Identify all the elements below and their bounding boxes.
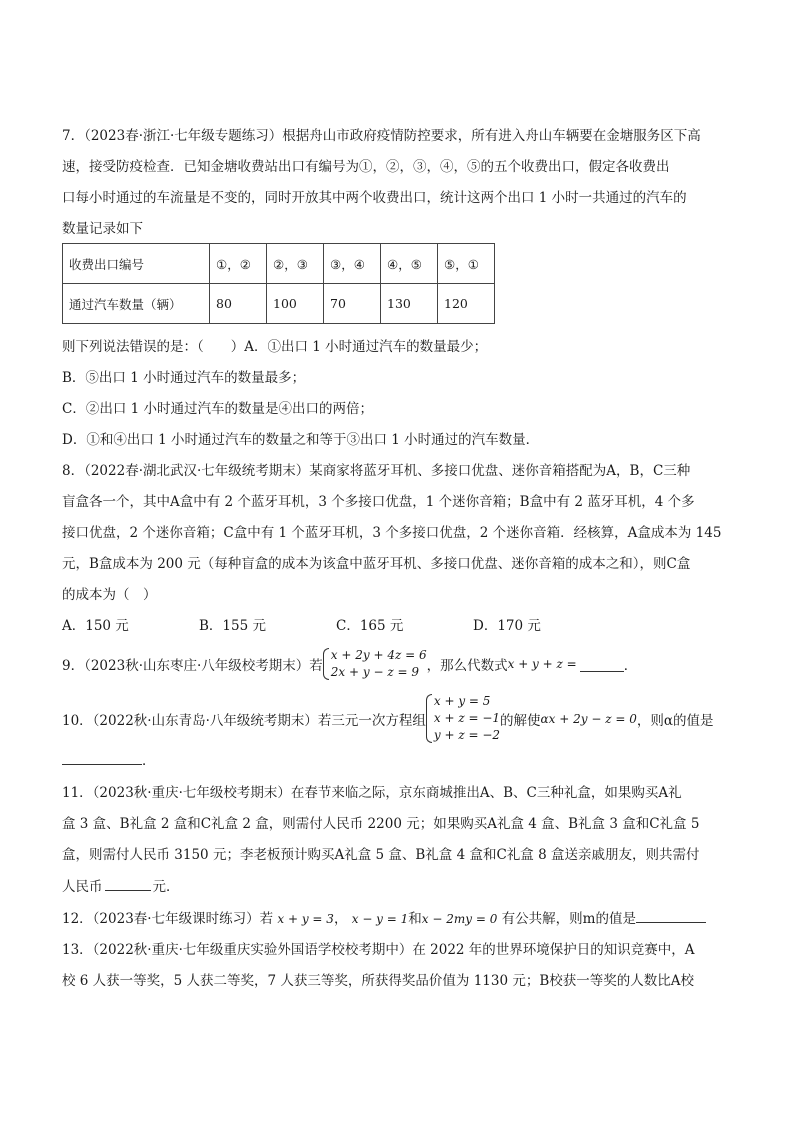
exit-count-table xyxy=(62,243,495,324)
q7-stem-and-option-a: 则下列说法错误的是：（ ）A．①出口 1 小时通过汽车的数量最少； xyxy=(62,339,488,355)
q11-last-suffix: 元． xyxy=(152,879,180,895)
q10-expression: αx + 2y − z = 0 xyxy=(540,711,637,726)
q8-options xyxy=(62,616,734,636)
q8-option-c: C．165 元 xyxy=(336,618,404,634)
table-header-label: 收费出口编号 xyxy=(63,244,210,284)
question-11 xyxy=(62,783,734,897)
question-13 xyxy=(62,940,734,991)
table-cell: 130 xyxy=(381,284,438,324)
q12-equation-2: x − y = 1 xyxy=(351,912,409,926)
q12-prefix: 12．（2023春·七年级课时练习）若 xyxy=(62,911,274,927)
q9-end: ． xyxy=(623,658,638,674)
q11-line-1: 11．（2023秋·重庆·七年级校考期末）在春节来临之际，京东商城推出A、B、C三种礼盒，如果购买A礼 xyxy=(62,785,682,801)
table-cell: 100 xyxy=(267,284,324,324)
q8-option-d: D．170 元 xyxy=(473,618,541,634)
table-header-cell: ②，③ xyxy=(267,244,324,284)
q11-last-prefix: 人民币 xyxy=(62,879,103,895)
q9-answer-blank[interactable] xyxy=(580,657,624,672)
q8-line-1: 8．（2022春·湖北武汉·七年级统考期末）某商家将蓝牙耳机、多接口优盘、迷你音箱搭配为A，B，C三种 xyxy=(62,463,691,479)
worksheet-page xyxy=(62,126,734,1002)
q12-sep: ， xyxy=(333,911,348,927)
q10-equation-2: x + z = −1 xyxy=(433,711,501,725)
table-row-label: 通过汽车数量（辆） xyxy=(63,284,210,324)
q10-answer-line xyxy=(62,750,734,771)
q10-middle: 的解使 xyxy=(500,712,541,729)
q9-suffix: ，那么代数式 xyxy=(426,658,508,674)
q11-line-3: 盒，则需付人民币 3150 元；李老板预计购买A礼盒 5 盒、B礼盒 4 盒和C礼盒 8 盒送亲戚朋友，则共需付 xyxy=(62,847,700,863)
q9-equation-1: x + 2y + 4z = 6 xyxy=(330,648,427,662)
q7-line-1: 7．（2023春·浙江·七年级专题练习）根据舟山市政府疫情防控要求，所有进入舟山车辆要在金塘服务区下高 xyxy=(62,128,701,144)
q10-answer-blank[interactable] xyxy=(62,750,142,765)
q8-line-3: 接口优盘，2 个迷你音箱；C盒中有 1 个蓝牙耳机，3 个多接口优盘，2 个迷你音箱．经核算，A盒成本为 145 xyxy=(62,525,722,541)
q8-line-4: 元，B盒成本为 200 元（每种盲盒的成本为该盒中蓝牙耳机、多接口优盘、迷你音箱的成本之和），则C盒 xyxy=(62,556,691,572)
table-cell: 120 xyxy=(438,284,495,324)
q13-line-1: 13．（2022秋·重庆·七年级重庆实验外国语学校校考期中）在 2022 年的世界环境保护日的知识竞赛中，A xyxy=(62,942,695,958)
table-header-cell: ①，② xyxy=(210,244,267,284)
q12-answer-blank[interactable] xyxy=(636,908,706,923)
q11-answer-blank[interactable] xyxy=(105,876,151,891)
q10-prefix: 10．（2022秋·山东青岛·八年级统考期末）若三元一次方程组 xyxy=(62,712,426,729)
q9-prefix: 9．（2023秋·山东枣庄·八年级校考期末）若 xyxy=(62,658,323,674)
table-header-cell: ⑤，① xyxy=(438,244,495,284)
q7-line-3: 口每小时通过的车流量是不变的，同时开放其中两个收费出口，统计这两个出口 1 小时一共通过的汽车的 xyxy=(62,190,687,206)
q10-equation-3: y + z = −2 xyxy=(433,728,501,742)
table-cell: 80 xyxy=(210,284,267,324)
question-7 xyxy=(62,126,734,450)
q11-line-4 xyxy=(62,876,734,897)
q12-and: 和 xyxy=(408,911,422,927)
q9-equation-2: 2x + y − z = 9 xyxy=(330,665,419,679)
q12-suffix: 有公共解，则m的值是 xyxy=(501,911,636,927)
q7-option-b: B．⑤出口 1 小时通过汽车的数量最多； xyxy=(62,370,306,386)
question-10 xyxy=(62,693,734,744)
table-header-cell: ③，④ xyxy=(324,244,381,284)
q8-option-a: A．150 元 xyxy=(62,618,129,634)
q7-line-2: 速，接受防疫检查．已知金塘收费站出口有编号为①，②，③，④，⑤的五个收费出口，假定各收费出 xyxy=(62,159,670,175)
q9-equation-system xyxy=(323,647,427,681)
table-cell: 70 xyxy=(324,284,381,324)
question-8 xyxy=(62,461,734,636)
q7-option-c: C．②出口 1 小时通过汽车的数量是④出口的两倍； xyxy=(62,401,374,417)
q13-line-2: 校 6 人获一等奖，5 人获二等奖，7 人获三等奖，所获得奖品价值为 1130 元；B校获一等奖的人数比A校 xyxy=(62,973,695,989)
q10-equation-system xyxy=(426,693,500,744)
q9-expression: x + y + z = xyxy=(507,657,577,671)
table-row xyxy=(63,284,495,324)
q10-suffix: ，则α的值是 xyxy=(636,712,714,729)
table-header-row xyxy=(63,244,495,284)
q10-equation-1: x + y = 5 xyxy=(433,694,491,708)
q10-end: ． xyxy=(142,753,156,769)
q12-equation-1: x + y = 3 xyxy=(277,912,334,926)
question-9 xyxy=(62,647,734,681)
question-12 xyxy=(62,908,734,929)
q8-option-b: B．155 元 xyxy=(199,618,266,634)
q11-line-2: 盒 3 盒、B礼盒 2 盒和C礼盒 2 盒，则需付人民币 2200 元；如果购买A礼盒 4 盒、B礼盒 3 盒和C礼盒 5 xyxy=(62,816,700,832)
q7-option-d: D．①和④出口 1 小时通过汽车的数量之和等于③出口 1 小时通过的汽车数量． xyxy=(62,432,540,448)
q7-line-4: 数量记录如下 xyxy=(62,221,143,237)
q8-line-2: 盲盒各一个，其中A盒中有 2 个蓝牙耳机，3 个多接口优盘，1 个迷你音箱；B盒中有 2 蓝牙耳机，4 个多 xyxy=(62,494,695,510)
q12-equation-3: x − 2my = 0 xyxy=(421,912,498,926)
q8-line-5: 的成本为（ ） xyxy=(62,587,157,603)
table-header-cell: ④，⑤ xyxy=(381,244,438,284)
